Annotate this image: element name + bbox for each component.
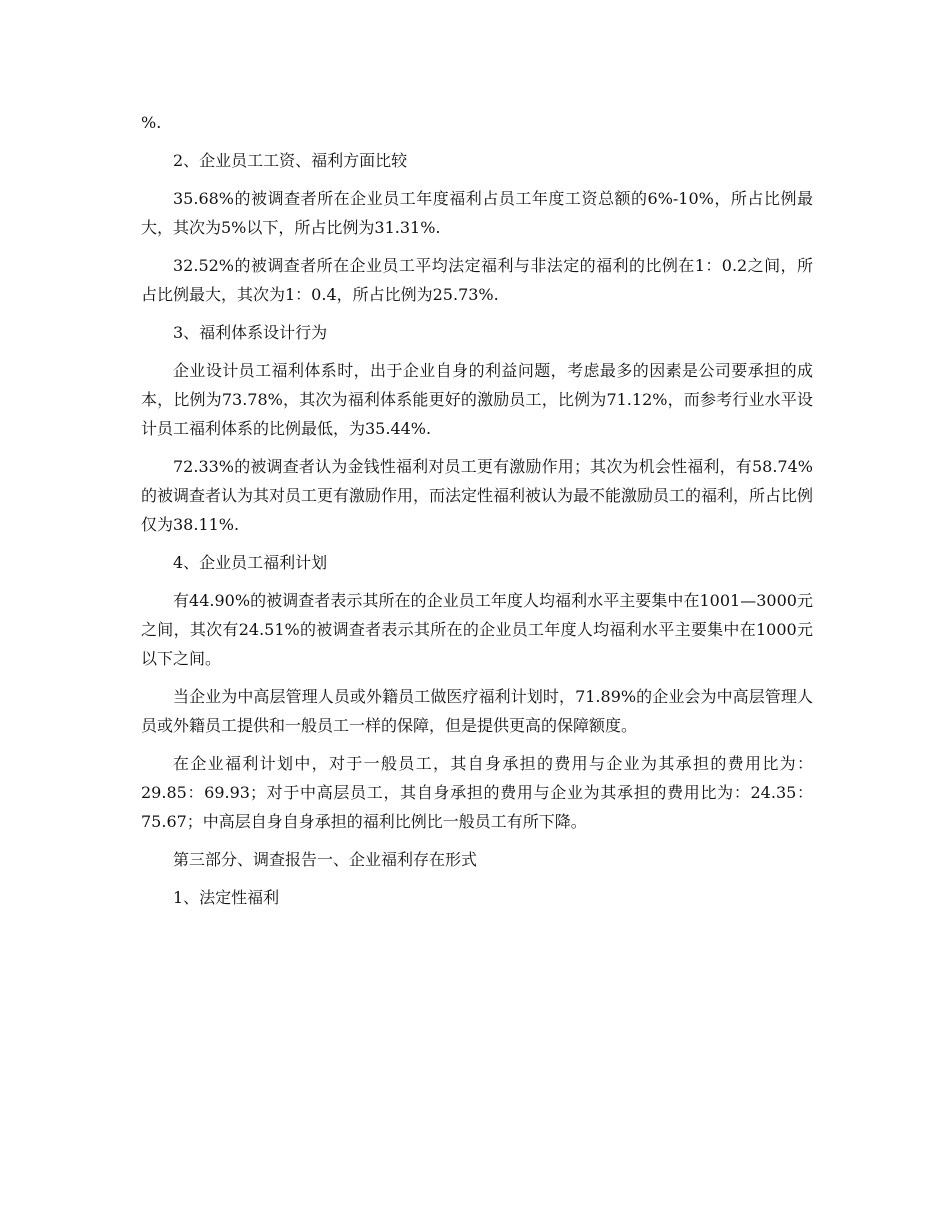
section-heading-system-design: 3、福利体系设计行为	[173, 323, 328, 342]
part-three-heading: 第三部分、调查报告一、企业福利存在形式	[173, 850, 478, 869]
section-heading-wage-welfare: 2、企业员工工资、福利方面比较	[173, 151, 408, 170]
paragraph-per-capita-level: 有44.90%的被调查者表示其所在的企业员工年度人均福利水平主要集中在1001—3000元之间，其次有24.51%的被调查者表示其所在的企业员工年度人均福利水平主要集中在1000元以下之间。	[141, 591, 813, 668]
document-body	[141, 108, 813, 921]
section-heading-statutory-welfare: 1、法定性福利	[173, 888, 280, 907]
paragraph-medical-plan: 当企业为中高层管理人员或外籍员工做医疗福利计划时，71.89%的企业会为中高层管理人员或外籍员工提供和一般员工一样的保障，但是提供更高的保障额度。	[141, 687, 813, 735]
paragraph-welfare-ratio: 35.68%的被调查者所在企业员工年度福利占员工年度工资总额的6%-10%，所占比例最大，其次为5%以下，所占比例为31.31%.	[141, 189, 813, 237]
paragraph-design-factors: 企业设计员工福利体系时，出于企业自身的利益问题，考虑最多的因素是公司要承担的成本，比例为73.78%，其次为福利体系能更好的激励员工，比例为71.12%，而参考行业水平设计员工福利体系的比例最低，为35.44%.	[141, 361, 813, 438]
paragraph-cost-sharing: 在企业福利计划中，对于一般员工，其自身承担的费用与企业为其承担的费用比为：29.85：69.93；对于中高层员工，其自身承担的费用与企业为其承担的费用比为：24.35：75.67；中高层自身自身承担的福利比例比一般员工有所下降。	[141, 754, 813, 831]
section-heading-welfare-plan: 4、企业员工福利计划	[173, 553, 328, 572]
paragraph-incentive-effect: 72.33%的被调查者认为金钱性福利对员工更有激励作用；其次为机会性福利，有58.74%的被调查者认为其对员工更有激励作用，而法定性福利被认为最不能激励员工的福利，所占比例仅为38.11%.	[141, 457, 814, 534]
continuation-text: %.	[141, 113, 162, 132]
paragraph-statutory-ratio: 32.52%的被调查者所在企业员工平均法定福利与非法定的福利的比例在1：0.2之间，所占比例最大，其次为1：0.4，所占比例为25.73%.	[141, 256, 813, 304]
